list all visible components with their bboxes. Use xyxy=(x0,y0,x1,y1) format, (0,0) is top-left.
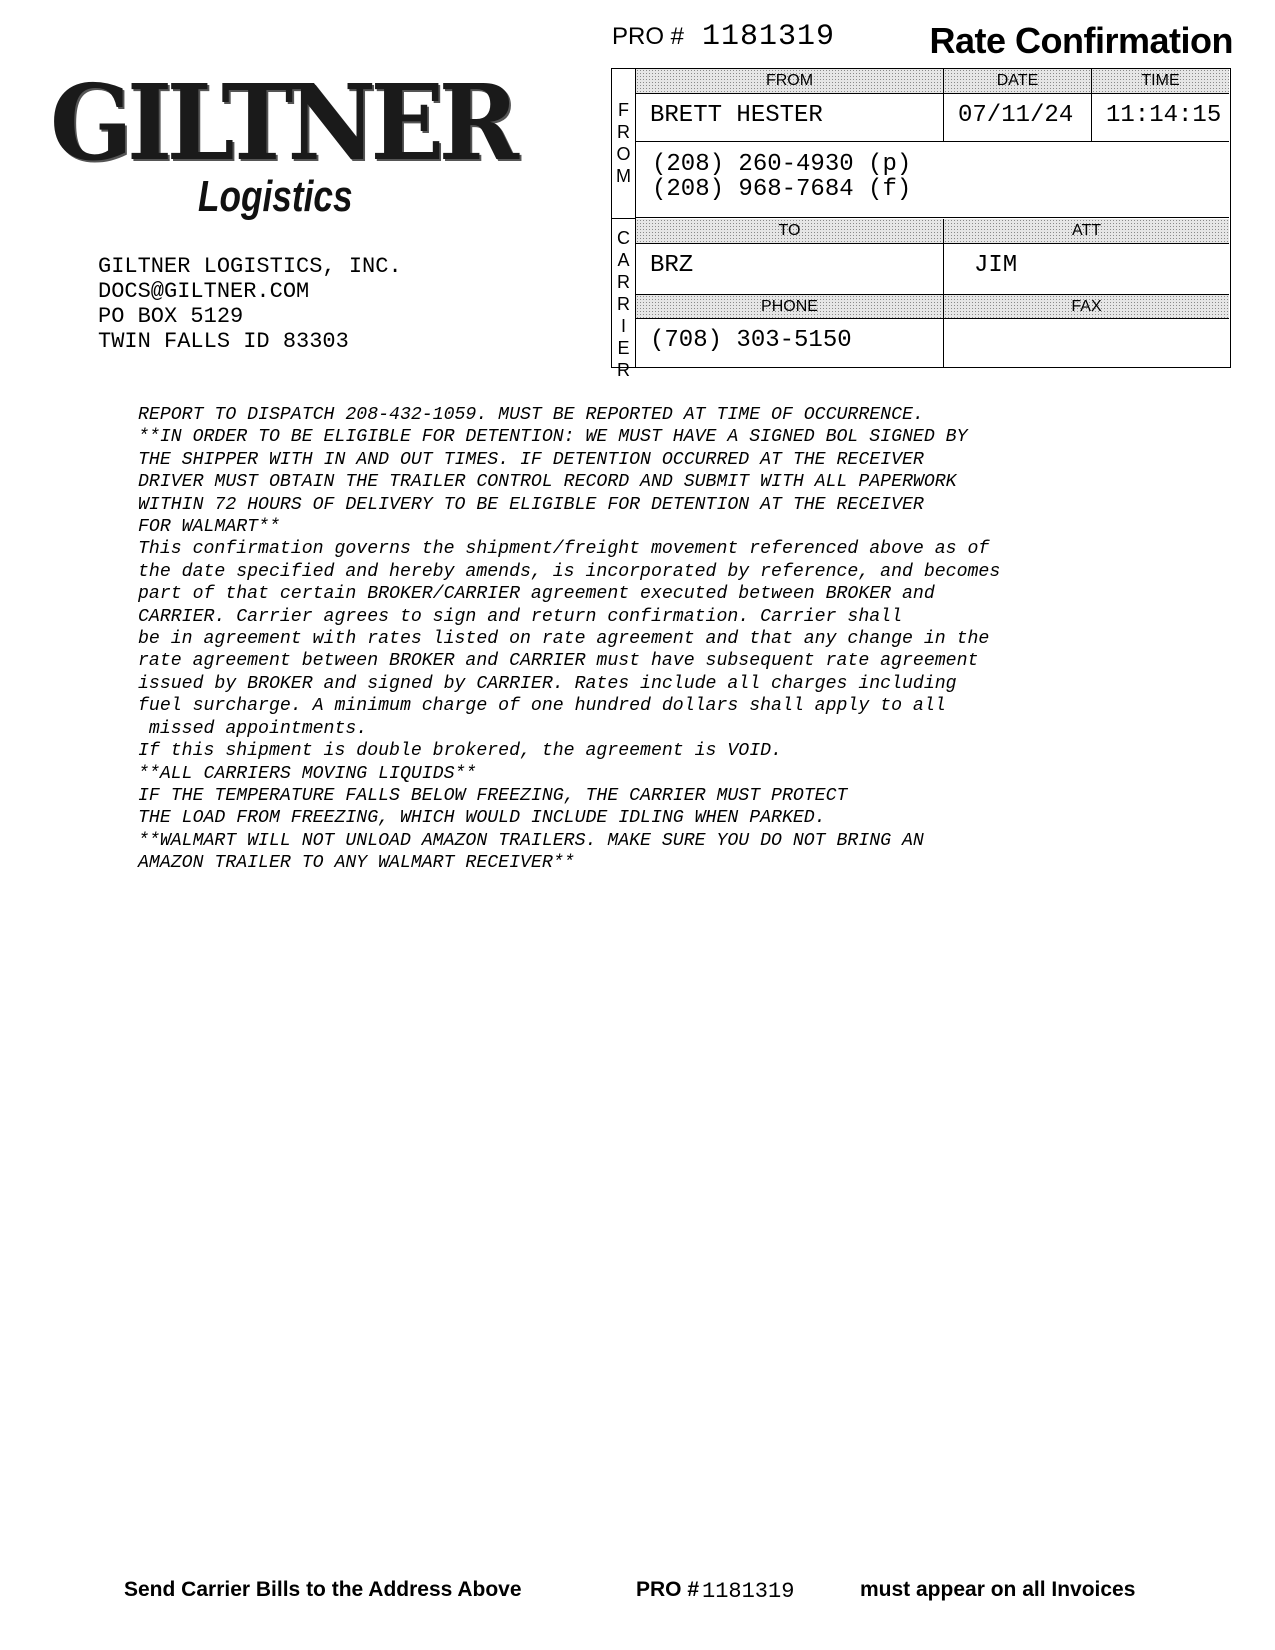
pro-number-header xyxy=(612,20,835,54)
terms-line: THE LOAD FROM FREEZING, WHICH WOULD INCLUDE IDLING WHEN PARKED. xyxy=(138,808,826,829)
from-contact xyxy=(636,142,1229,218)
from-fax: (208) 968-7684 (f) xyxy=(652,176,912,203)
pro-number: 1181319 xyxy=(702,20,836,54)
time-header: TIME xyxy=(1092,69,1229,94)
terms-line: **IN ORDER TO BE ELIGIBLE FOR DETENTION: WE MUST HAVE A SIGNED BOL SIGNED BY xyxy=(138,427,968,448)
company-name: GILTNER LOGISTICS, INC. xyxy=(98,254,402,279)
terms-line: **WALMART WILL NOT UNLOAD AMAZON TRAILERS. MAKE SURE YOU DO NOT BRING AN xyxy=(138,830,924,851)
terms-line: DRIVER MUST OBTAIN THE TRAILER CONTROL RECORD AND SUBMIT WITH ALL PAPERWORK xyxy=(138,472,957,493)
terms-line: **ALL CARRIERS MOVING LIQUIDS** xyxy=(138,763,477,784)
terms-line: IF THE TEMPERATURE FALLS BELOW FREEZING, THE CARRIER MUST PROTECT xyxy=(138,785,848,806)
terms-line: FOR WALMART** xyxy=(138,517,280,538)
from-date: 07/11/24 xyxy=(944,94,1092,142)
terms-and-conditions xyxy=(138,404,1148,875)
pro-label: PRO # xyxy=(612,23,685,50)
footer-pro-label: PRO # xyxy=(636,1578,700,1601)
carrier-to: BRZ xyxy=(636,244,944,294)
from-time: 11:14:15 xyxy=(1092,94,1229,142)
terms-line: CARRIER. Carrier agrees to sign and return confirmation. Carrier shall xyxy=(138,606,902,627)
logo-subtitle: Logistics xyxy=(198,172,353,221)
att-header: ATT xyxy=(944,219,1229,244)
to-header: TO xyxy=(636,219,944,244)
phone-header: PHONE xyxy=(636,294,944,319)
company-city: TWIN FALLS ID 83303 xyxy=(98,329,349,354)
terms-line: AMAZON TRAILER TO ANY WALMART RECEIVER** xyxy=(138,853,575,874)
invoice-note: must appear on all Invoices xyxy=(860,1578,1136,1601)
company-po-box: PO BOX 5129 xyxy=(98,304,244,329)
terms-line: missed appointments. xyxy=(138,718,368,739)
from-header: FROM xyxy=(636,69,944,94)
terms-line: issued by BROKER and signed by CARRIER. Rates include all charges including xyxy=(138,673,957,694)
logo-wordmark: GILTNER xyxy=(50,61,514,184)
shipment-info-box xyxy=(611,68,1231,380)
page-footer xyxy=(0,1578,1275,1608)
from-divider xyxy=(636,217,1229,218)
carrier-side-label: C A R R I E R xyxy=(612,219,636,367)
document-title: Rate Confirmation xyxy=(929,20,1233,61)
company-email: DOCS@GILTNER.COM xyxy=(98,279,310,304)
carrier-phone: (708) 303-5150 xyxy=(636,319,944,367)
terms-line: If this shipment is double brokered, the agreement is VOID. xyxy=(138,741,782,762)
terms-line: rate agreement between BROKER and CARRIER must have subsequent rate agreement xyxy=(138,651,979,672)
carrier-att: JIM xyxy=(974,252,1018,279)
terms-line: fuel surcharge. A minimum charge of one hundred dollars shall apply to all xyxy=(138,696,946,717)
company-logo xyxy=(50,61,514,221)
terms-line: REPORT TO DISPATCH 208-432-1059. MUST BE REPORTED AT TIME OF OCCURRENCE. xyxy=(138,405,924,425)
from-side-label: F R O M xyxy=(612,69,636,219)
terms-line: THE SHIPPER WITH IN AND OUT TIMES. IF DETENTION OCCURRED AT THE RECEIVER xyxy=(138,449,924,470)
terms-line: This confirmation governs the shipment/freight movement referenced above as of xyxy=(138,539,990,560)
terms-line: be in agreement with rates listed on rate agreement and that any change in the xyxy=(138,629,990,650)
terms-line: the date specified and hereby amends, is incorporated by reference, and becomes xyxy=(138,561,1001,582)
from-phone: (208) 260-4930 (p) xyxy=(652,151,912,178)
from-name: BRETT HESTER xyxy=(636,94,944,142)
company-address xyxy=(98,254,402,354)
terms-line: part of that certain BROKER/CARRIER agreement executed between BROKER and xyxy=(138,584,935,605)
footer-pro-number: 1181319 xyxy=(702,1579,795,1604)
date-header: DATE xyxy=(944,69,1092,94)
send-bills-note: Send Carrier Bills to the Address Above xyxy=(124,1578,522,1601)
carrier-fax xyxy=(944,319,1229,367)
fax-header: FAX xyxy=(944,294,1229,319)
terms-line: WITHIN 72 HOURS OF DELIVERY TO BE ELIGIBLE FOR DETENTION AT THE RECEIVER xyxy=(138,494,924,515)
